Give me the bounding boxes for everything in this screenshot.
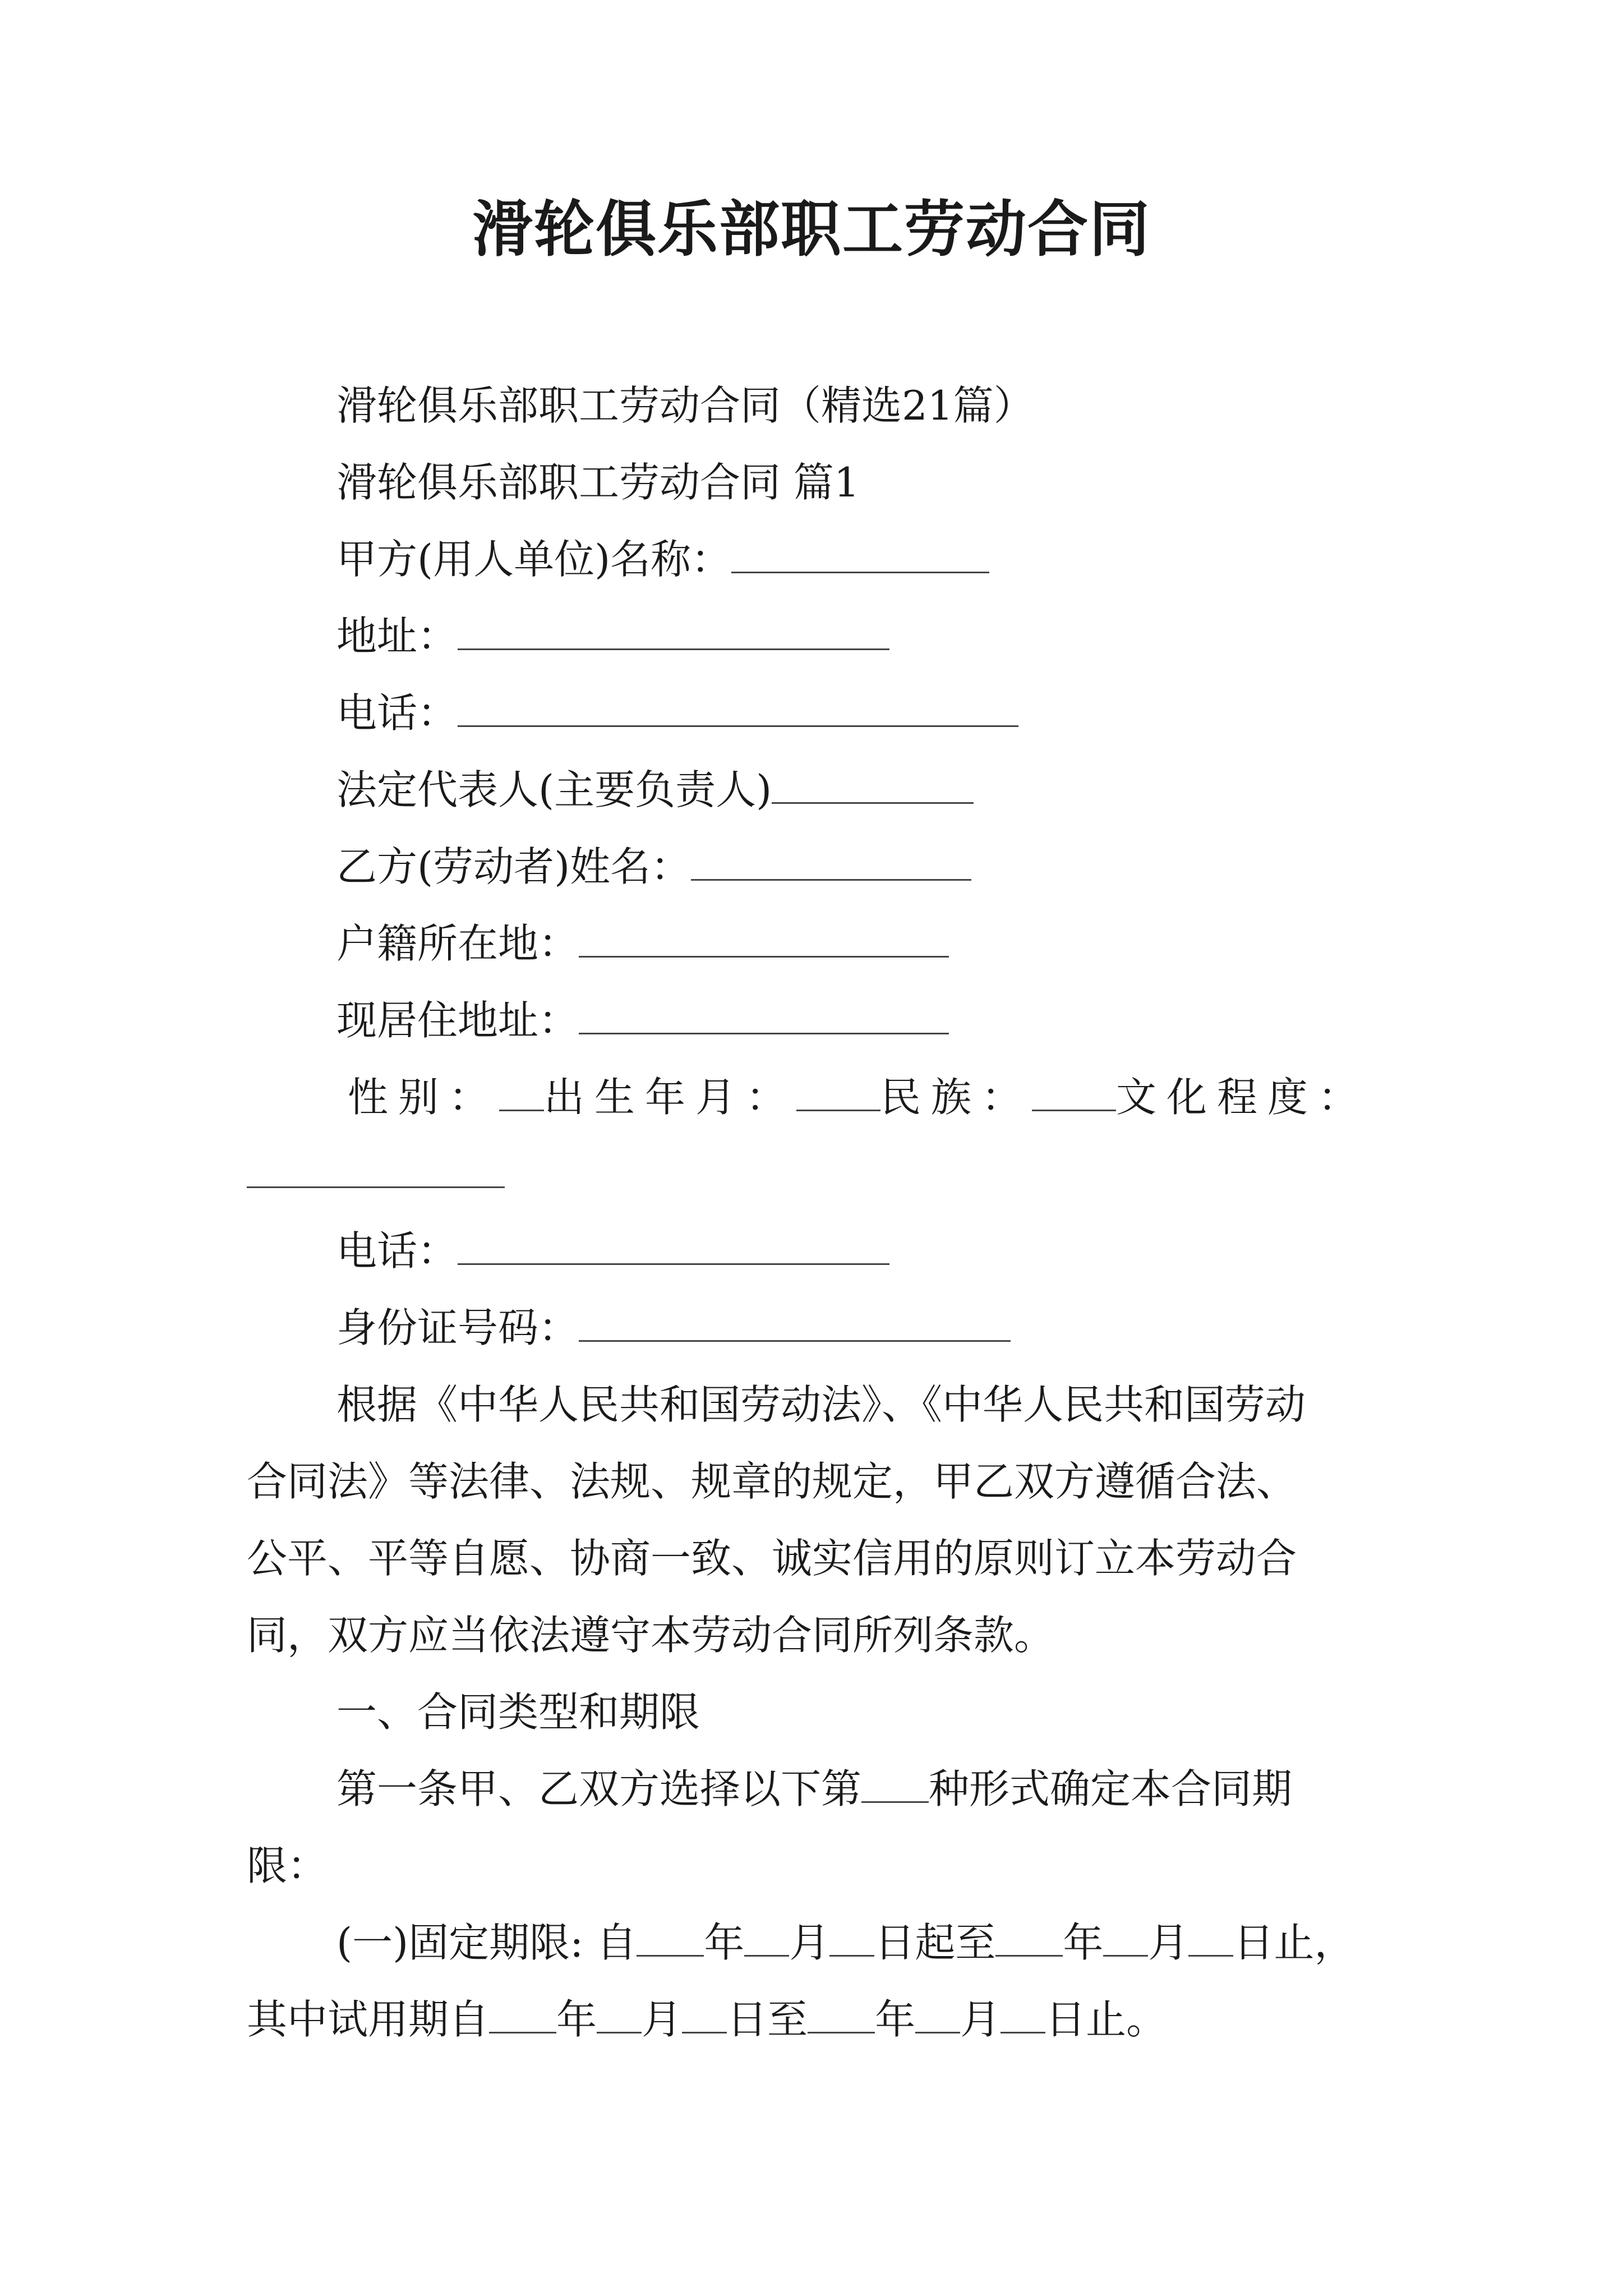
section-heading [247, 444, 1402, 521]
fill-blank [458, 609, 889, 650]
clause-text: 年 [1063, 1919, 1104, 1966]
field-label: 电话： [336, 1227, 458, 1274]
document-title: 滑轮俱乐部职工劳动合同 [472, 194, 1151, 265]
article-line [247, 1751, 1402, 1828]
fill-blank [772, 763, 974, 804]
clause-text: 日至 [727, 1996, 808, 2043]
clause-text: 日止， [1233, 1919, 1355, 1966]
fill-blank [597, 1993, 642, 2033]
fill-blank [1032, 1070, 1116, 1111]
probation-line [247, 1981, 1402, 2058]
field-party-a-name [247, 521, 1402, 598]
chapter-heading [247, 1674, 1402, 1751]
preamble-paragraph [247, 1366, 1402, 1674]
preamble-line: 根据《中华人民共和国劳动法》、《中华人民共和国劳动 [336, 1381, 1306, 1428]
fill-blank [458, 1224, 889, 1265]
fill-blank [1188, 1916, 1233, 1957]
clause-text: 自 [596, 1919, 637, 1966]
field-label: 户籍所在地： [336, 920, 579, 967]
field-household-reg [247, 905, 1402, 982]
fill-blank [579, 993, 949, 1034]
article-text: 第一条甲、乙双方选择以下第 [336, 1765, 862, 1812]
clause-text: 月 [960, 1996, 1001, 2043]
fill-blank [796, 1070, 880, 1111]
field-current-address [247, 982, 1402, 1059]
field-legal-rep [247, 752, 1402, 829]
field-id-number [247, 1290, 1402, 1366]
clause-text: 月 [642, 1996, 683, 2043]
field-personal-info [247, 1059, 1402, 1136]
field-label: 法定代表人(主要负责人) [336, 766, 772, 813]
fill-blank [731, 532, 989, 573]
fill-blank [579, 917, 949, 958]
field-phone-a [247, 675, 1402, 752]
subtitle [247, 367, 1402, 444]
article-text: 种形式确定本合同期 [929, 1765, 1293, 1812]
preamble-line: 合同法》等法律、法规、规章的规定，甲乙双方遵循合法、 [247, 1458, 1297, 1505]
education-blank-line [247, 1136, 1402, 1213]
fill-blank [1000, 1993, 1045, 2033]
fill-blank [499, 1070, 544, 1111]
fill-blank [808, 1993, 875, 2033]
fill-blank [637, 1916, 704, 1957]
section-heading-text: 滑轮俱乐部职工劳动合同 篇1 [336, 459, 860, 506]
field-party-b-name [247, 829, 1402, 905]
clause-prefix: (一)固定期限: [336, 1919, 584, 1966]
birth-label: 出生年月： [544, 1074, 797, 1121]
fill-blank [579, 1301, 1011, 1342]
document-body [247, 367, 1402, 2058]
fill-blank [995, 1916, 1063, 1957]
fill-blank [247, 1147, 505, 1188]
fill-blank [861, 1762, 929, 1803]
preamble-line: 同，双方应当依法遵守本劳动合同所列条款。 [247, 1612, 1055, 1659]
fill-blank [489, 1993, 556, 2033]
chapter-heading-text: 一、合同类型和期限 [336, 1688, 700, 1736]
clause-text: 日起至 [874, 1919, 996, 1966]
clause-text: 年 [875, 1996, 916, 2043]
fill-blank [744, 1916, 789, 1957]
clause-text: 其中试用期自 [247, 1996, 490, 2043]
clause-text: 月 [789, 1919, 830, 1966]
preamble-line: 公平、平等自愿、协商一致、诚实信用的原则订立本劳动合 [247, 1535, 1297, 1582]
gender-label: 性别： [348, 1074, 500, 1121]
fill-blank [691, 840, 971, 881]
clause-text: 年 [704, 1919, 745, 1966]
field-label: 现居住地址： [336, 997, 579, 1044]
article-one [247, 1751, 1402, 1904]
subtitle-text: 滑轮俱乐部职工劳动合同（精选21篇） [336, 382, 1034, 429]
education-label: 文化程度： [1116, 1074, 1369, 1121]
ethnicity-label: 民族： [880, 1074, 1032, 1121]
field-label: 乙方(劳动者)姓名： [336, 843, 691, 890]
article-line [247, 1828, 1402, 1904]
fill-blank [915, 1993, 960, 2033]
field-label: 甲方(用人单位)名称： [336, 536, 732, 583]
clause-text: 年 [556, 1996, 597, 2043]
clause-text: 月 [1148, 1919, 1189, 1966]
fill-blank [682, 1993, 727, 2033]
clause-text: 日止。 [1045, 1996, 1167, 2043]
fill-blank [1103, 1916, 1148, 1957]
fixed-term-clause [247, 1904, 1402, 2058]
field-label: 电话： [336, 689, 458, 737]
field-label: 地址： [336, 613, 458, 660]
fill-blank [458, 686, 1018, 727]
article-text: 限： [247, 1842, 328, 1889]
fill-blank [829, 1916, 874, 1957]
field-label: 身份证号码： [336, 1304, 579, 1351]
field-phone-b [247, 1213, 1402, 1290]
fixed-term-line [247, 1904, 1402, 1981]
field-address [247, 598, 1402, 675]
